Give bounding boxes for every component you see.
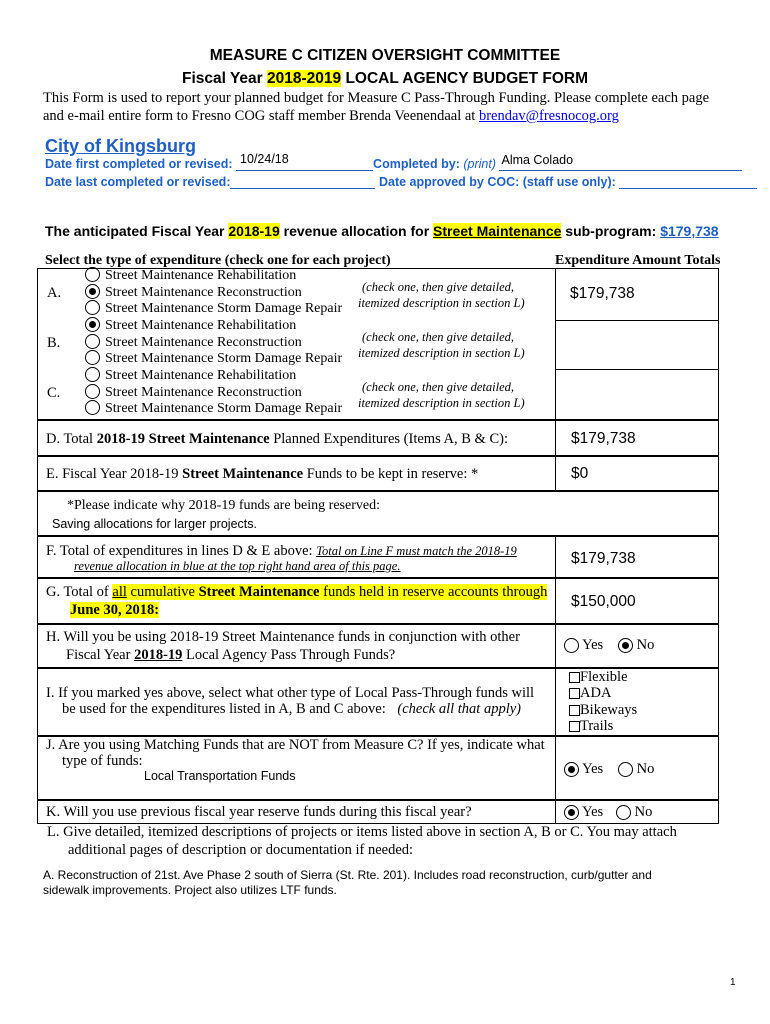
expenditure-option-label: Street Maintenance Rehabilitation <box>105 368 297 383</box>
row-f-label: F. Total of expenditures in lines D & E above: <box>46 543 317 559</box>
intro-line-2-text: and e-mail entire form to Fresno COG staff member Brenda Veenendaal at <box>43 108 479 124</box>
row-h-yes-radio[interactable] <box>564 638 579 653</box>
allocation-program: Street Maintenance <box>433 223 562 239</box>
form-title: MEASURE C CITIZEN OVERSIGHT COMMITTEE <box>209 47 561 64</box>
date-first-row <box>45 152 742 171</box>
expenditure-option-label: Street Maintenance Rehabilitation <box>105 318 297 333</box>
row-g-date-line <box>70 602 159 619</box>
row-j-yes-label: Yes <box>582 761 604 777</box>
row-f-text <box>46 543 517 560</box>
completed-by-field[interactable] <box>499 153 742 171</box>
ada-checkbox[interactable] <box>569 688 580 699</box>
row-i-line-1: I. If you marked yes above, select what other type of Local Pass-Through funds will <box>46 685 535 701</box>
group-letter: A. <box>47 285 62 301</box>
row-j-line-2: type of funds: <box>62 753 143 769</box>
row-h-year: 2018-19 <box>134 647 183 663</box>
email-link[interactable]: brendav@fresnocog.org <box>478 108 619 124</box>
expenditure-radio[interactable] <box>85 384 100 399</box>
row-j-yes-option[interactable] <box>564 761 603 778</box>
row-h-line-2-prefix: Fiscal Year <box>66 647 135 663</box>
date-last-row <box>45 175 757 189</box>
row-g-bold: Street Maintenance <box>198 584 320 600</box>
allocation-middle: revenue allocation for <box>279 223 434 239</box>
row-d-suffix: Planned Expenditures (Items A, B & C): <box>269 431 508 447</box>
row-e-suffix: Funds to be kept in reserve: * <box>303 466 479 482</box>
date-first-field[interactable] <box>236 152 373 171</box>
expenditure-option-label: Street Maintenance Reconstruction <box>105 284 302 300</box>
row-i <box>37 668 719 736</box>
page-number: 1 <box>730 977 736 988</box>
expenditure-type-header: Select the type of expenditure (check one for each project) <box>45 253 391 268</box>
row-f-amount: $179,738 <box>571 550 636 567</box>
subtitle-suffix: LOCAL AGENCY BUDGET FORM <box>341 70 588 87</box>
date-first-label: Date first completed or revised: <box>45 157 233 171</box>
agency-name: City of Kingsburg <box>45 136 196 156</box>
row-j-yes-radio[interactable] <box>564 762 579 777</box>
row-f-note-1: Total on Line F must match the 2018-19 <box>316 544 517 558</box>
row-d-bold: 2018-19 Street Maintenance <box>96 431 270 447</box>
group-note-line-2: itemized description in section L) <box>358 346 525 360</box>
trails-label: Trails <box>580 718 614 734</box>
row-k <box>37 800 719 824</box>
group-note-line-1: (check one, then give detailed, <box>362 330 515 344</box>
row-d-divider <box>555 421 556 455</box>
row-d-amount: $179,738 <box>571 430 636 447</box>
row-k-no-option[interactable] <box>616 804 652 821</box>
group-note-line-1: (check one, then give detailed, <box>362 280 515 294</box>
row-i-check-ada[interactable] <box>569 685 611 702</box>
expenditure-radio[interactable] <box>85 350 100 365</box>
intro-line-1: This Form is used to report your planned budget for Measure C Pass-Through Funding. Please complete each page <box>43 90 710 106</box>
trails-checkbox[interactable] <box>569 721 580 732</box>
row-i-check-trails[interactable] <box>569 718 613 735</box>
row-h <box>37 624 719 668</box>
row-i-line-2 <box>62 701 521 718</box>
group-divider-bc <box>555 369 718 370</box>
expenditure-radio[interactable] <box>85 400 100 415</box>
intro-line-2 <box>43 108 619 125</box>
bikeways-label: Bikeways <box>580 702 638 718</box>
row-k-yes-option[interactable] <box>564 804 603 821</box>
reserve-reason-box <box>37 491 719 536</box>
row-h-yes-option[interactable] <box>564 637 603 654</box>
row-e-amount: $0 <box>571 465 589 482</box>
date-approved-field[interactable] <box>619 176 757 189</box>
row-j-no-label: No <box>636 761 655 777</box>
allocation-suffix: sub-program: <box>561 223 661 239</box>
date-approved-label: Date approved by COC: (staff use only): <box>378 175 616 189</box>
expenditure-option[interactable] <box>85 285 302 301</box>
group-divider-ab <box>555 320 718 321</box>
group-note-line-2: itemized description in section L) <box>358 296 525 310</box>
row-h-no-label: No <box>636 637 655 653</box>
amount-totals-header: Expenditure Amount Totals <box>555 253 721 268</box>
row-g-prefix: G. Total of <box>46 584 113 600</box>
row-h-divider <box>555 625 556 667</box>
group-amount: $179,738 <box>570 285 635 302</box>
section-l-value-2[interactable]: sidewalk improvements. Project also utilizes LTF funds. <box>43 883 337 897</box>
row-k-no-label: No <box>634 804 653 820</box>
expenditure-option-label: Street Maintenance Storm Damage Repair <box>105 351 343 366</box>
expenditure-option[interactable] <box>85 268 296 284</box>
row-k-no-radio[interactable] <box>616 805 631 820</box>
subtitle-year: 2018-2019 <box>267 70 342 87</box>
expenditure-option[interactable] <box>85 335 302 351</box>
expenditure-option-label: Street Maintenance Reconstruction <box>105 384 302 400</box>
row-g-amount: $150,000 <box>571 593 636 610</box>
row-k-divider <box>555 801 556 823</box>
row-d-text <box>46 431 508 448</box>
row-k-yes-radio[interactable] <box>564 805 579 820</box>
bikeways-checkbox[interactable] <box>569 705 580 716</box>
row-h-line-2 <box>66 647 395 664</box>
row-k-text: K. Will you use previous fiscal year reserve funds during this fiscal year? <box>46 804 472 820</box>
row-h-yes-label: Yes <box>582 637 604 653</box>
expenditure-option[interactable] <box>85 301 342 317</box>
row-j-no-radio[interactable] <box>618 762 633 777</box>
allocation-line <box>45 223 719 239</box>
row-h-line-1: H. Will you be using 2018-19 Street Maintenance funds in conjunction with other <box>46 629 520 645</box>
row-i-line-2-text: be used for the expenditures listed in A, B and C above: <box>62 701 386 717</box>
row-e-prefix: E. Fiscal Year 2018-19 <box>46 466 183 482</box>
completed-by-value: Alma Colado <box>501 153 574 167</box>
expenditure-option-label: Street Maintenance Storm Damage Repair <box>105 301 343 316</box>
row-g-suffix: funds held in reserve accounts through <box>319 584 548 600</box>
reserve-reason-value[interactable]: Saving allocations for larger projects. <box>52 517 257 531</box>
row-i-note: (check all that apply) <box>397 701 521 717</box>
row-j <box>37 736 719 800</box>
row-f <box>37 536 719 578</box>
row-k-yes-label: Yes <box>582 804 604 820</box>
flexible-label: Flexible <box>580 669 628 685</box>
section-l-line-1: L. Give detailed, itemized descriptions of projects or items listed above in section A, B or C. You may attach <box>47 824 677 840</box>
expenditure-radio[interactable] <box>85 300 100 315</box>
expenditure-option-label: Street Maintenance Reconstruction <box>105 334 302 350</box>
allocation-prefix: The anticipated Fiscal Year <box>45 223 229 239</box>
group-note-line-2: itemized description in section L) <box>358 396 525 410</box>
row-g-colon: : <box>154 602 160 618</box>
expenditure-option[interactable] <box>85 351 342 367</box>
completed-by-label: Completed by: <box>373 157 460 171</box>
section-l-value-1[interactable]: A. Reconstruction of 21st. Ave Phase 2 south of Sierra (St. Rte. 201). Includes road reconstruction, curb/gutter and <box>43 868 652 882</box>
row-j-no-option[interactable] <box>618 761 654 778</box>
row-h-no-option[interactable] <box>618 637 654 654</box>
row-i-divider <box>555 669 556 735</box>
group-letter: B. <box>47 335 61 351</box>
ada-label: ADA <box>580 685 612 701</box>
row-e <box>37 456 719 491</box>
group-letter: C. <box>47 385 61 401</box>
expenditure-option[interactable] <box>85 385 302 401</box>
row-j-divider <box>555 737 556 799</box>
reserve-reason-label: *Please indicate why 2018-19 funds are being reserved: <box>67 498 380 513</box>
row-i-check-flexible[interactable] <box>569 669 628 686</box>
allocation-amount: $179,738 <box>660 223 719 239</box>
expenditure-option[interactable] <box>85 368 296 384</box>
amount-column-divider <box>555 269 556 419</box>
row-f-note-2: revenue allocation in blue at the top right hand area of this page. <box>74 559 401 573</box>
subtitle-prefix: Fiscal Year <box>181 70 268 87</box>
expenditure-radio[interactable] <box>85 284 100 299</box>
row-g-text <box>46 584 547 601</box>
date-first-value: 10/24/18 <box>240 152 289 166</box>
row-d-prefix: D. Total <box>46 431 97 447</box>
row-g <box>37 578 719 624</box>
expenditure-radio[interactable] <box>85 267 100 282</box>
row-j-line-1: J. Are you using Matching Funds that are NOT from Measure C? If yes, indicate what <box>46 737 545 753</box>
expenditure-option-label: Street Maintenance Storm Damage Repair <box>105 401 343 416</box>
expenditure-radio[interactable] <box>85 367 100 382</box>
row-g-all: all <box>112 584 127 600</box>
row-e-divider <box>555 457 556 490</box>
expenditure-radio[interactable] <box>85 334 100 349</box>
date-last-label: Date last completed or revised: <box>45 175 231 189</box>
expenditure-radio[interactable] <box>85 317 100 332</box>
row-d <box>37 420 719 456</box>
group-note-line-1: (check one, then give detailed, <box>362 380 515 394</box>
row-h-line-2-suffix: Local Agency Pass Through Funds? <box>182 647 396 663</box>
row-e-bold: Street Maintenance <box>182 466 304 482</box>
flexible-checkbox[interactable] <box>569 672 580 683</box>
row-h-no-radio[interactable] <box>618 638 633 653</box>
row-e-text <box>46 466 478 483</box>
section-l-line-2: additional pages of description or documentation if needed: <box>68 842 414 858</box>
print-label: (print) <box>463 157 496 171</box>
row-j-funds-value[interactable]: Local Transportation Funds <box>144 769 296 783</box>
allocation-year: 2018-19 <box>228 223 280 239</box>
date-last-field[interactable] <box>230 176 375 189</box>
row-g-date: June 30, 2018 <box>70 602 155 618</box>
expenditure-option[interactable] <box>85 318 296 334</box>
expenditure-option[interactable] <box>85 401 342 417</box>
row-g-mid: cumulative <box>126 584 199 600</box>
expenditure-option-label: Street Maintenance Rehabilitation <box>105 268 297 283</box>
row-g-divider <box>555 579 556 623</box>
form-subtitle <box>0 70 770 88</box>
row-f-divider <box>555 537 556 577</box>
row-i-check-bikeways[interactable] <box>569 702 637 719</box>
